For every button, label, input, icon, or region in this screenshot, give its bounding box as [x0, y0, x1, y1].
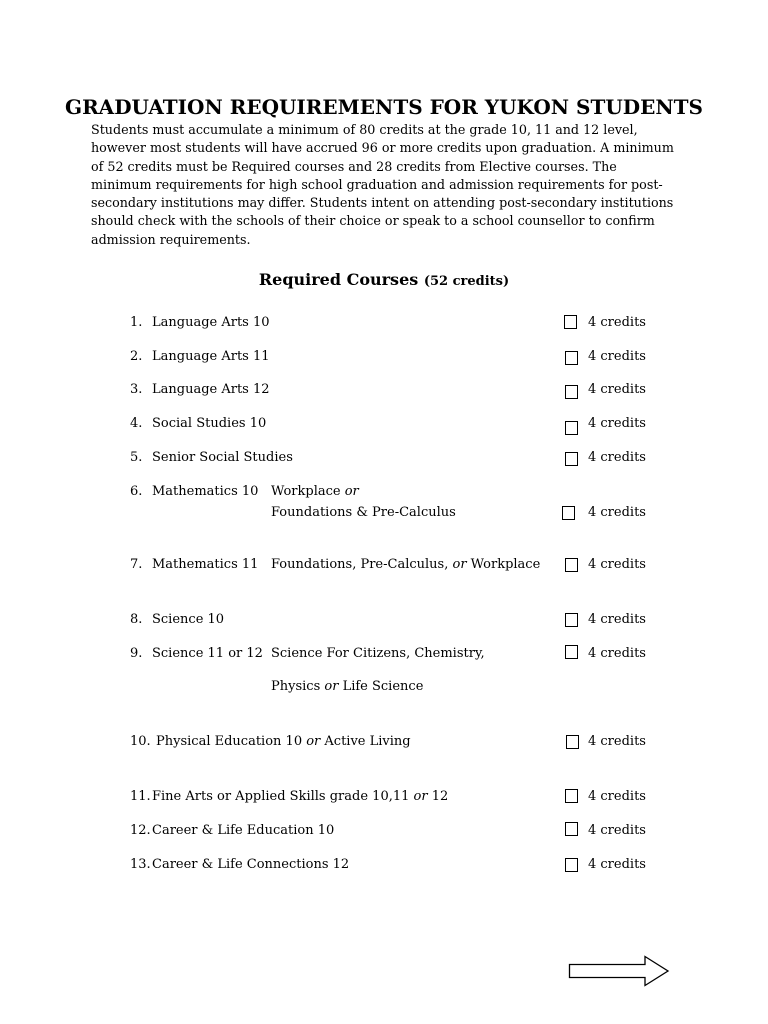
course-checkbox-1[interactable] — [564, 315, 577, 329]
item-number: 7. — [130, 557, 143, 572]
course-checkbox-13[interactable] — [565, 858, 578, 872]
item-number: 9. — [130, 646, 143, 661]
course-option-line1: Science For Citizens, Chemistry, — [271, 646, 485, 661]
item-number: 6. — [130, 484, 143, 499]
course-checkbox-2[interactable] — [565, 351, 578, 365]
course-item-11 — [0, 788, 768, 808]
item-number: 3. — [130, 382, 143, 397]
course-item-3 — [0, 381, 768, 401]
credits-label: 4 credits — [588, 450, 646, 465]
intro-paragraph: Students must accumulate a minimum of 80 credits at the grade 10, 11 and 12 level, however most students will have accrued 96 or more credits upon graduation. A minimum of 52 credits must be Required courses and 28 credits from Elective courses. The minimum requirements for high school graduation and admission requirements for post-secondary institutions may differ. Students intent on attending post-secondary institutions should check with the schools of their choice or speak to a school counsellor to confirm admission requirements. — [91, 122, 674, 247]
credits-label: 4 credits — [588, 646, 646, 661]
item-number: 1. — [130, 315, 143, 330]
credits-label: 4 credits — [588, 823, 646, 838]
course-name: Mathematics 11 — [152, 557, 259, 572]
credits-label: 4 credits — [588, 857, 646, 872]
course-option-line2: Physics or Life Science — [271, 679, 424, 694]
course-item-4 — [0, 415, 768, 435]
course-name: Mathematics 10 — [152, 484, 259, 499]
course-name: Career & Life Connections 12 — [152, 857, 350, 872]
course-checkbox-7[interactable] — [565, 558, 578, 572]
course-name: Physical Education 10 or Active Living — [156, 734, 411, 749]
item-number: 2. — [130, 349, 143, 364]
item-number: 4. — [130, 416, 143, 431]
course-checkbox-8[interactable] — [565, 613, 578, 627]
course-name: Language Arts 12 — [152, 382, 270, 397]
course-checkbox-11[interactable] — [565, 789, 578, 803]
credits-label: 4 credits — [588, 315, 646, 330]
page-title: GRADUATION REQUIREMENTS FOR YUKON STUDENTS — [64, 95, 704, 119]
credits-label: 4 credits — [588, 382, 646, 397]
right-arrow-icon[interactable] — [568, 955, 670, 987]
course-name: Senior Social Studies — [152, 450, 293, 465]
course-item-6 — [0, 483, 768, 503]
course-checkbox-6[interactable] — [562, 506, 575, 520]
credits-label: 4 credits — [588, 612, 646, 627]
section-heading-label: Required Courses — [258, 270, 419, 289]
item-number: 13. — [130, 857, 151, 872]
course-name: Science 11 or 12 — [152, 646, 263, 661]
credits-label: 4 credits — [588, 734, 646, 749]
course-checkbox-5[interactable] — [565, 452, 578, 466]
course-name: Social Studies 10 — [152, 416, 267, 431]
course-item-9 — [0, 645, 768, 665]
course-item-7 — [0, 556, 768, 576]
course-item-10 — [0, 733, 768, 753]
course-checkbox-3[interactable] — [565, 385, 578, 399]
course-name: Career & Life Education 10 — [152, 823, 335, 838]
course-checkbox-12[interactable] — [565, 822, 578, 836]
course-item-8 — [0, 611, 768, 631]
course-option-line2: Foundations & Pre-Calculus — [271, 505, 456, 520]
course-item-6-line2 — [0, 504, 768, 524]
course-item-1 — [0, 314, 768, 334]
section-heading — [0, 270, 768, 289]
course-item-5 — [0, 449, 768, 469]
credits-label: 4 credits — [588, 557, 646, 572]
item-number: 11. — [130, 789, 151, 804]
course-name: Language Arts 11 — [152, 349, 270, 364]
course-item-12 — [0, 822, 768, 842]
credits-label: 4 credits — [588, 505, 646, 520]
course-name: Language Arts 10 — [152, 315, 270, 330]
course-option-line1: Workplace or — [271, 484, 359, 499]
course-name: Science 10 — [152, 612, 225, 627]
item-number: 10. — [130, 734, 151, 749]
course-name: Fine Arts or Applied Skills grade 10,11 or 12 — [152, 789, 449, 804]
credits-label: 4 credits — [588, 416, 646, 431]
credits-label: 4 credits — [588, 349, 646, 364]
item-number: 8. — [130, 612, 143, 627]
course-item-13 — [0, 856, 768, 876]
course-checkbox-4[interactable] — [565, 421, 578, 435]
course-option: Foundations, Pre-Calculus, or Workplace — [271, 557, 541, 572]
item-number: 12. — [130, 823, 151, 838]
course-item-9-line2 — [0, 678, 768, 698]
course-checkbox-10[interactable] — [566, 735, 579, 749]
section-credits-note: (52 credits) — [423, 274, 510, 289]
course-checkbox-9[interactable] — [565, 645, 578, 659]
credits-label: 4 credits — [588, 789, 646, 804]
course-item-2 — [0, 348, 768, 368]
item-number: 5. — [130, 450, 143, 465]
